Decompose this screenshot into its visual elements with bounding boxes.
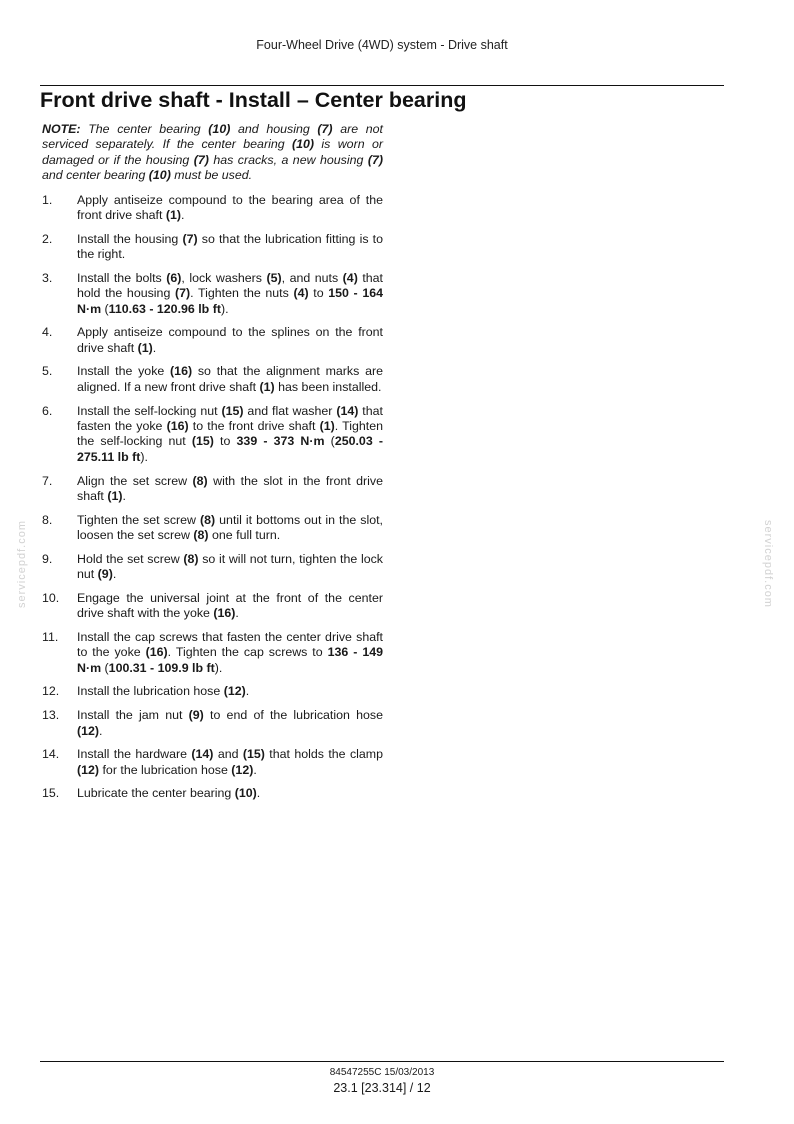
step-text: Install the bolts	[77, 270, 167, 285]
step-number: 3.	[42, 270, 53, 285]
reference-text: (1)	[165, 208, 181, 223]
step-text: (	[101, 301, 109, 316]
step-text: .	[235, 606, 239, 621]
procedure-step	[42, 193, 383, 224]
step-number: 2.	[42, 231, 53, 246]
reference-text: (10)	[148, 168, 171, 183]
footer-rule	[40, 1061, 724, 1062]
step-text: Install the lubrication hose	[77, 684, 224, 699]
procedure-step	[42, 404, 383, 466]
reference-text: (14)	[191, 747, 214, 762]
step-text: so it will not turn, tighten the lock nut	[77, 551, 383, 582]
procedure-step	[42, 474, 383, 505]
step-body	[77, 630, 383, 676]
step-text: ).	[214, 660, 223, 675]
step-text: and	[213, 747, 243, 762]
step-text: to end of the lubrication hose	[203, 708, 383, 723]
procedure-step	[42, 708, 383, 739]
procedure-steps	[42, 193, 383, 802]
header-rule	[40, 85, 724, 86]
step-body	[77, 747, 383, 778]
step-number: 11.	[42, 629, 59, 644]
running-header: Four-Wheel Drive (4WD) system - Drive shaft	[256, 38, 508, 52]
step-body	[77, 364, 383, 395]
step-text: for the lubrication hose	[99, 762, 232, 777]
procedure-step	[42, 747, 383, 778]
reference-text: (14)	[336, 403, 359, 418]
step-body	[77, 404, 383, 466]
reference-text: 250.03 - 275.11 lb ft	[77, 434, 383, 464]
procedure-step	[42, 684, 383, 699]
step-text: with the slot in the front drive shaft	[77, 473, 383, 503]
step-text: Install the hardware	[77, 747, 192, 762]
reference-text: (12)	[231, 762, 254, 777]
step-text: .	[245, 684, 250, 699]
step-text: Install the jam nut	[77, 708, 189, 723]
step-text: .	[122, 488, 126, 503]
step-text: , and nuts	[281, 270, 343, 285]
reference-text: 136 - 149 N·m	[77, 645, 384, 675]
page-reference: 23.1 [23.314] / 12	[333, 1081, 431, 1095]
step-text: . Tighten the self-locking nut	[77, 418, 383, 449]
step-text: Tighten the set screw	[77, 512, 200, 527]
reference-text: (4)	[342, 270, 358, 285]
step-number: 13.	[42, 708, 60, 723]
reference-text: (7)	[367, 152, 383, 167]
step-body	[77, 325, 383, 356]
step-text: and housing	[230, 122, 318, 136]
step-number: 7.	[42, 473, 53, 488]
reference-text: (5)	[266, 270, 282, 285]
step-text: Lubricate the center bearing	[77, 786, 235, 801]
reference-text: (16)	[213, 606, 236, 621]
step-number: 4.	[42, 325, 53, 340]
reference-text: (10)	[234, 786, 257, 801]
reference-text: (16)	[170, 364, 193, 379]
step-text: The center bearing	[80, 122, 209, 136]
step-number: 9.	[42, 551, 53, 566]
step-body	[77, 232, 383, 263]
step-text: has been installed.	[274, 379, 382, 394]
step-text: to the front drive shaft	[188, 418, 320, 433]
reference-text: (1)	[107, 488, 123, 503]
step-text: . Tighten the nuts	[190, 286, 294, 301]
step-number: 10.	[42, 590, 60, 605]
note-paragraph	[42, 122, 383, 184]
step-text: (	[101, 660, 109, 675]
step-body	[77, 474, 383, 505]
step-text: has cracks, a new housing	[208, 152, 368, 167]
step-text: so that the lubrication fitting is to the right.	[77, 231, 384, 262]
reference-text: (16)	[166, 418, 189, 433]
watermark-right: servicepdf.com	[762, 520, 774, 608]
step-text: Engage the universal joint at the front of the center drive shaft with the yoke	[77, 590, 383, 621]
note-body	[42, 122, 383, 182]
reference-text: (10)	[208, 122, 231, 136]
procedure-step	[42, 513, 383, 544]
reference-text: (1)	[319, 418, 335, 433]
reference-text: (7)	[317, 122, 333, 136]
procedure-step	[42, 630, 383, 676]
step-text: Apply antiseize compound to the bearing area of the front drive shaft	[77, 192, 383, 223]
step-number: 5.	[42, 364, 53, 379]
step-text: .	[253, 762, 257, 777]
step-number: 8.	[42, 512, 53, 527]
reference-text: 110.63 - 120.96 lb ft	[108, 301, 221, 316]
step-text: to	[308, 286, 329, 301]
reference-text: 339 - 373 N·m	[236, 434, 325, 449]
procedure-step	[42, 552, 383, 583]
procedure-step	[42, 325, 383, 356]
step-body	[77, 708, 383, 739]
step-body	[77, 591, 383, 622]
step-text: . Tighten the cap screws to	[167, 645, 328, 660]
step-text: ).	[140, 449, 148, 464]
procedure-step	[42, 364, 383, 395]
step-number: 1.	[42, 192, 53, 207]
reference-text: (4)	[293, 286, 309, 301]
reference-text: (9)	[188, 708, 204, 723]
reference-text: (15)	[191, 434, 214, 449]
step-text: one full turn.	[208, 528, 281, 543]
step-text: .	[152, 340, 157, 355]
step-text: and center bearing	[42, 168, 149, 183]
step-number: 15.	[42, 786, 60, 801]
step-text: ).	[220, 301, 229, 316]
document-reference: 84547255C 15/03/2013	[329, 1067, 435, 1078]
step-text: .	[256, 786, 261, 801]
step-body	[77, 193, 383, 224]
reference-text: (10)	[291, 137, 315, 152]
reference-text: (12)	[77, 723, 100, 738]
procedure-step	[42, 232, 383, 263]
step-text: Hold the set screw	[77, 551, 184, 566]
step-text: so that the alignment marks are aligned. If a new front drive shaft	[77, 364, 383, 394]
reference-text: (8)	[192, 473, 208, 488]
reference-text: 100.31 - 109.9 lb ft	[108, 660, 215, 675]
reference-text: (15)	[221, 403, 244, 418]
step-text: must be used.	[170, 168, 253, 183]
step-text: is worn or damaged or if the housing	[42, 137, 383, 167]
step-text: , lock washers	[181, 270, 267, 285]
reference-text: (8)	[193, 528, 209, 543]
step-text: Install the housing	[77, 231, 183, 246]
step-text: that fasten the yoke	[77, 403, 383, 433]
step-text: Install the cap screws that fasten the center drive shaft to the yoke	[77, 629, 383, 660]
reference-text: (15)	[242, 747, 265, 762]
reference-text: (16)	[145, 645, 168, 660]
reference-text: (1)	[137, 340, 153, 355]
step-text: .	[181, 208, 185, 223]
step-text: to	[213, 434, 237, 449]
step-body	[77, 513, 383, 544]
procedure-step	[42, 786, 383, 801]
reference-text: (6)	[166, 270, 182, 285]
step-number: 6.	[42, 403, 53, 418]
step-text: that hold the housing	[77, 270, 383, 301]
reference-text: (7)	[193, 152, 209, 167]
reference-text: (7)	[182, 231, 198, 246]
reference-text: (1)	[259, 379, 275, 394]
reference-text: (8)	[183, 551, 199, 566]
procedure-step	[42, 591, 383, 622]
step-body	[77, 684, 383, 699]
step-text: until it bottoms out in the slot, loosen the set screw	[77, 512, 383, 543]
step-text: Install the self-locking nut	[77, 403, 222, 418]
note-label: NOTE:	[42, 122, 81, 136]
step-body	[77, 786, 383, 801]
step-text: are not serviced separately. If the center bearing	[42, 122, 383, 152]
reference-text: (7)	[174, 286, 191, 301]
reference-text: (12)	[223, 684, 246, 699]
step-text: (	[324, 434, 335, 449]
step-text: Align the set screw	[77, 473, 193, 488]
step-text: Install the yoke	[77, 364, 171, 379]
step-text: .	[112, 567, 117, 582]
step-number: 12.	[42, 684, 60, 699]
reference-text: (9)	[97, 567, 113, 582]
procedure-content	[42, 122, 383, 810]
reference-text: 150 - 164 N·m	[77, 286, 383, 316]
reference-text: (12)	[77, 762, 100, 777]
step-text: .	[99, 723, 103, 738]
step-body	[77, 552, 383, 583]
step-number: 14.	[42, 747, 60, 762]
reference-text: (8)	[200, 512, 216, 527]
watermark-left: servicepdf.com	[16, 520, 28, 608]
procedure-step	[42, 271, 383, 317]
page-title: Front drive shaft - Install – Center bearing	[40, 88, 467, 112]
step-text: that holds the clamp	[264, 747, 384, 762]
step-text: Apply antiseize compound to the splines on the front drive shaft	[77, 325, 383, 355]
step-body	[77, 271, 383, 317]
step-text: and flat washer	[243, 403, 337, 418]
